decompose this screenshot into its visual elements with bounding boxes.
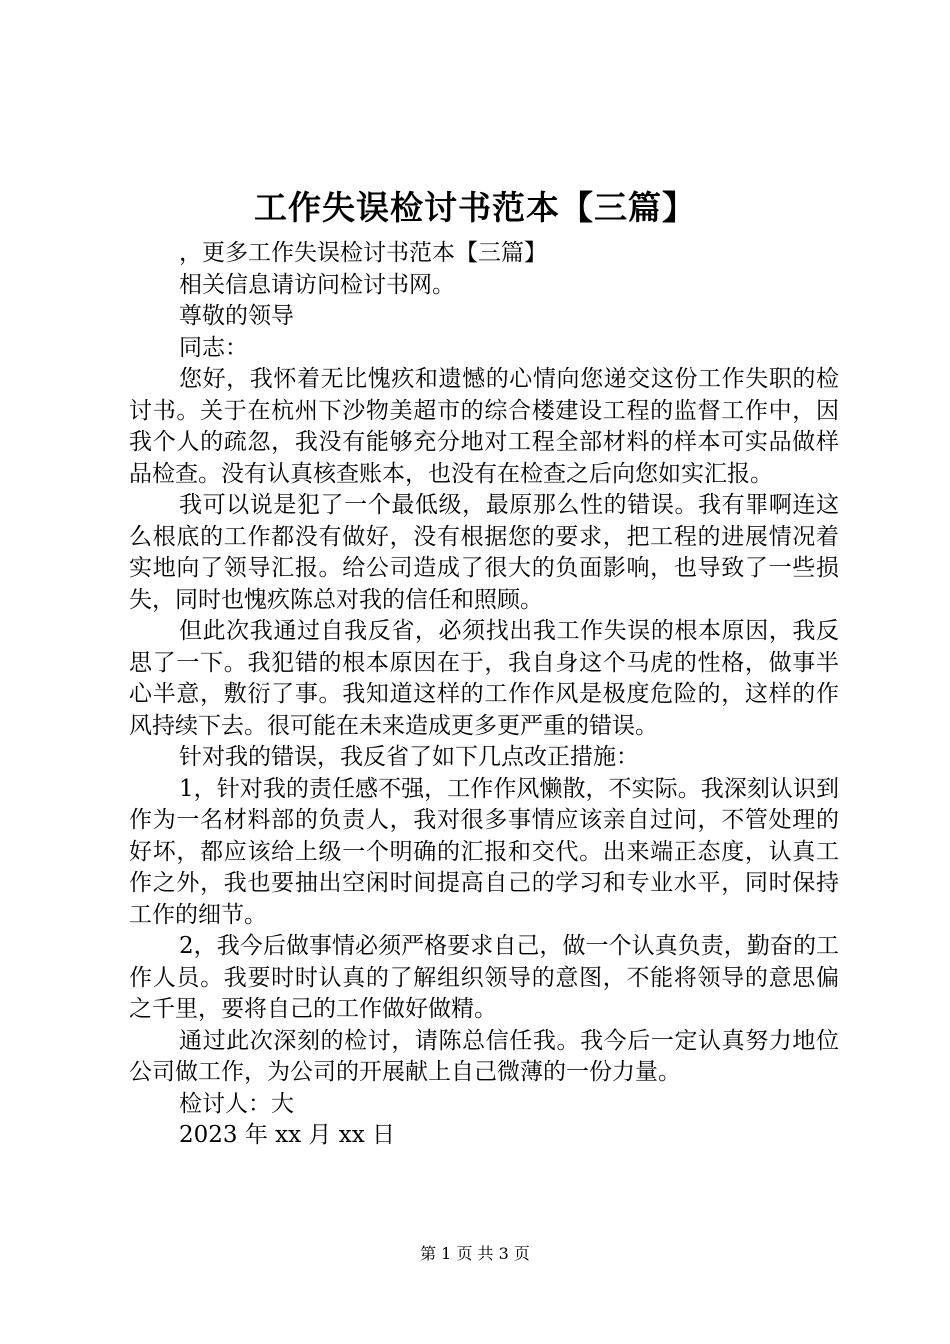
paragraph-body: 我可以说是犯了一个最低级，最原那么性的错误。我有罪啊连这么根底的工作都没有做好，没有根据您的要求，把工程的进展情况着实地向了领导汇报。给公司造成了很大的负面影响，也导致了一些损失，同时也愧疚陈总对我的信任和照顾。: [129, 492, 839, 613]
date-line: 2023 年 xx 月 xx 日: [179, 1122, 395, 1148]
paragraph-body: 您好，我怀着无比愧疚和遗憾的心情向您递交这份工作失职的检讨书。关于在杭州下沙物美超市的综合楼建设工程的监督工作中，因我个人的疏忽，我没有能够充分地对工程全部材料的样本可实品做样品检查。没有认真核查账本，也没有在检查之后向您如实汇报。: [129, 366, 839, 487]
paragraph-body: 但此次我通过自我反省，必须找出我工作失误的根本原因，我反思了一下。我犯错的根本原因在于，我自身这个马虎的性格，做事半心半意，敷衍了事。我知道这样的工作作风是极度危险的，这样的作风持续下去。很可能在未来造成更多更严重的错误。: [129, 618, 839, 739]
paragraph-measure-1: 1，针对我的责任感不强，工作作风懒散，不实际。我深刻认识到作为一名材料部的负责人，我对很多事情应该亲自过问，不管处理的好坏，都应该给上级一个明确的汇报和交代。出来端正态度，认真工作之外，我也要抽出空闲时间提高自己的学习和专业水平，同时保持工作的细节。: [129, 775, 839, 928]
paragraph-salutation-comrade: 同志：: [179, 334, 248, 361]
paragraph-closing: 通过此次深刻的检讨，请陈总信任我。我今后一定认真努力地位公司做工作，为公司的开展献上自己微薄的一份力量。: [129, 1027, 839, 1085]
page-number-footer: 第 1 页 共 3 页: [420, 1244, 530, 1263]
paragraph-body: 针对我的错误，我反省了如下几点改正措施：: [179, 744, 639, 770]
signature-line: 检讨人：大: [179, 1090, 294, 1117]
document-body: [129, 238, 839, 1152]
paragraph-more-link: ，更多工作失误检讨书范本【三篇】: [179, 240, 547, 266]
paragraph-salutation: 尊敬的领导: [179, 303, 294, 329]
document-title: 工作失误检讨书范本【三篇】: [254, 188, 696, 227]
paragraph-site-info: 相关信息请访问检讨书网。: [179, 271, 455, 298]
paragraph-measure-2: 2，我今后做事情必须严格要求自己，做一个认真负责，勤奋的工作人员。我要时时认真的了解组织领导的意图，不能将领导的意思偏之千里，要将自己的工作做好做精。: [129, 933, 839, 1022]
